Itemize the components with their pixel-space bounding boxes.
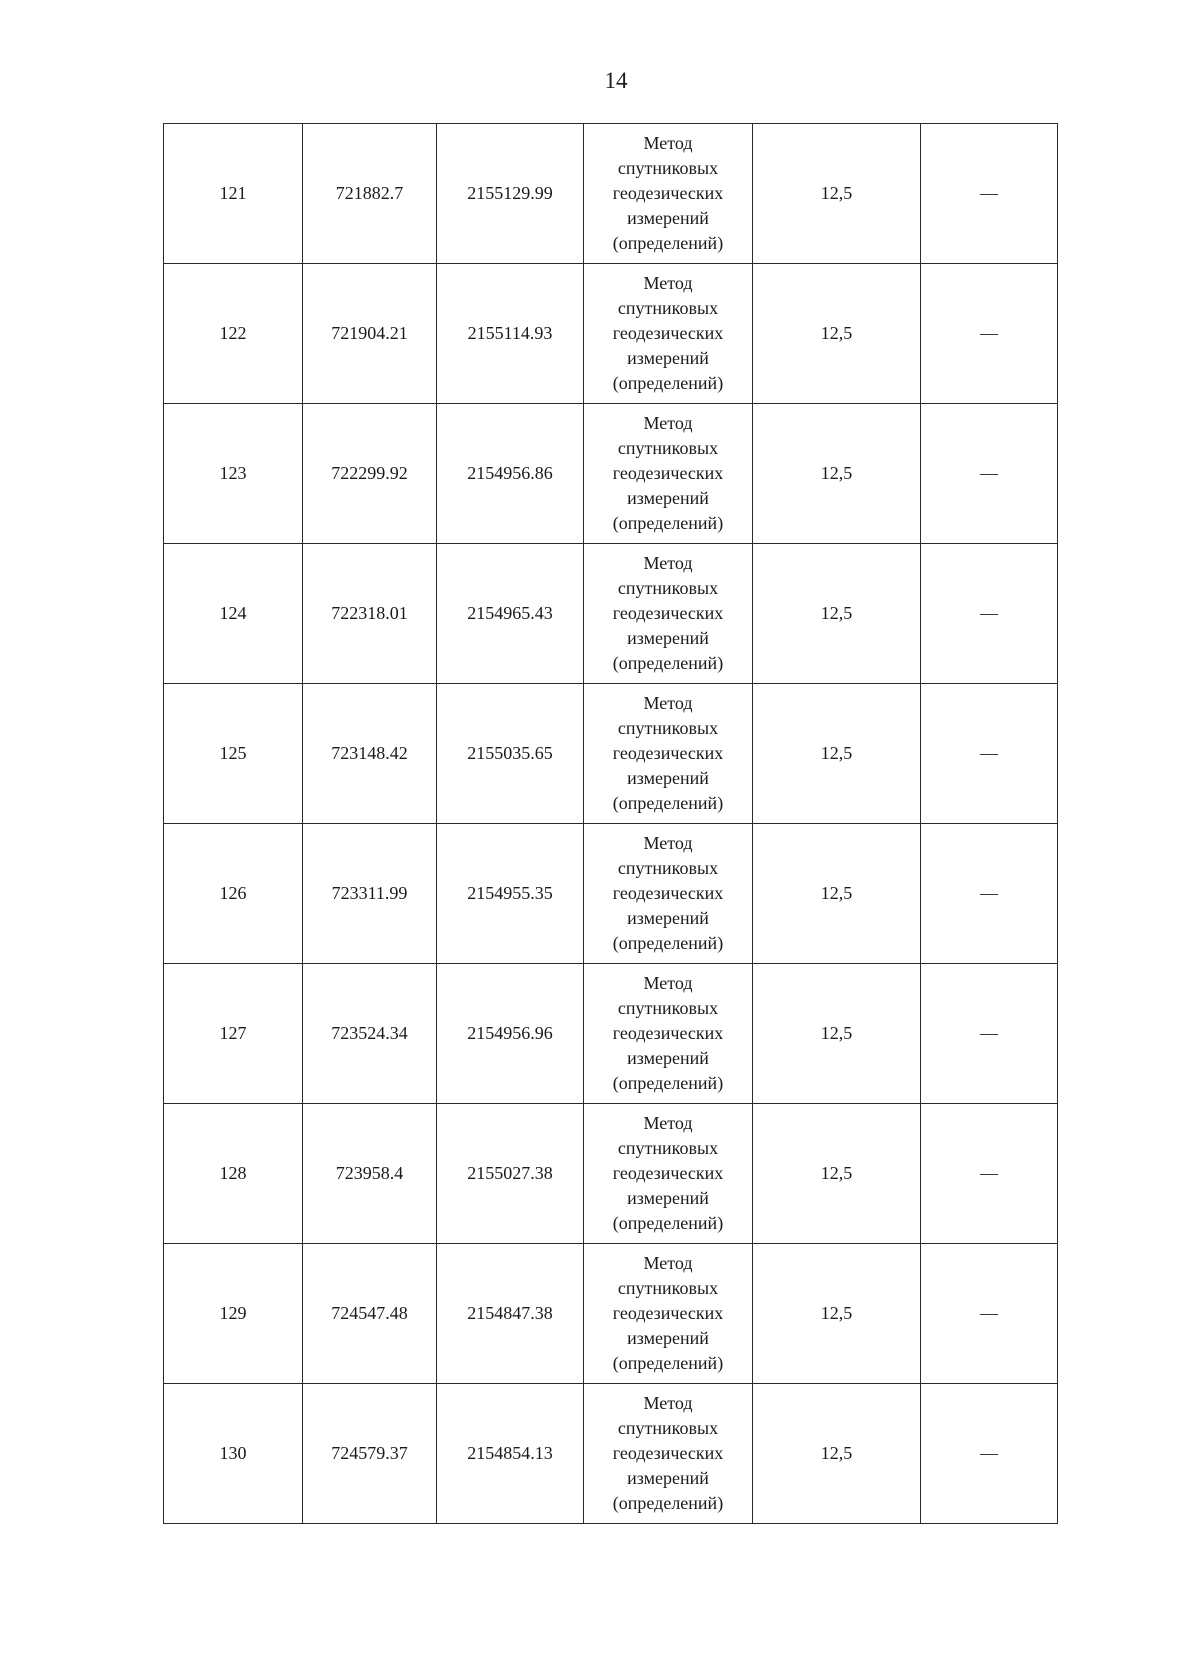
method-line: измерений xyxy=(627,1328,709,1348)
method-line: измерений xyxy=(627,348,709,368)
method-cell xyxy=(584,264,753,404)
method-line: (определений) xyxy=(612,373,724,393)
method-line: (определений) xyxy=(612,793,724,813)
method-line: спутниковых xyxy=(617,858,719,878)
method-line: геодезических xyxy=(612,603,724,623)
x-coordinate-cell: 721882.7 xyxy=(303,124,437,264)
point-number-cell: 124 xyxy=(164,544,303,684)
method-cell xyxy=(584,1104,753,1244)
coordinates-table xyxy=(163,123,1058,1524)
method-line: Метод xyxy=(643,973,693,993)
method-line: спутниковых xyxy=(617,998,719,1018)
y-coordinate-cell: 2154956.86 xyxy=(437,404,584,544)
y-coordinate-cell: 2154965.43 xyxy=(437,544,584,684)
method-line: геодезических xyxy=(612,1303,724,1323)
note-dash-cell: — xyxy=(921,684,1058,824)
method-line: геодезических xyxy=(612,1443,724,1463)
method-line: геодезических xyxy=(612,743,724,763)
method-line: измерений xyxy=(627,1048,709,1068)
accuracy-cell: 12,5 xyxy=(753,544,921,684)
method-line: геодезических xyxy=(612,1023,724,1043)
method-line: спутниковых xyxy=(617,298,719,318)
method-line: Метод xyxy=(643,693,693,713)
method-line: (определений) xyxy=(612,1213,724,1233)
table-row xyxy=(164,824,1058,964)
method-line: спутниковых xyxy=(617,1278,719,1298)
method-line: спутниковых xyxy=(617,718,719,738)
x-coordinate-cell: 721904.21 xyxy=(303,264,437,404)
point-number-cell: 122 xyxy=(164,264,303,404)
method-line: Метод xyxy=(643,553,693,573)
method-line: (определений) xyxy=(612,513,724,533)
method-line: спутниковых xyxy=(617,438,719,458)
method-line: (определений) xyxy=(612,1353,724,1373)
accuracy-cell: 12,5 xyxy=(753,1104,921,1244)
y-coordinate-cell: 2154847.38 xyxy=(437,1244,584,1384)
method-line: геодезических xyxy=(612,323,724,343)
accuracy-cell: 12,5 xyxy=(753,964,921,1104)
note-dash-cell: — xyxy=(921,1104,1058,1244)
accuracy-cell: 12,5 xyxy=(753,1244,921,1384)
x-coordinate-cell: 723311.99 xyxy=(303,824,437,964)
method-line: Метод xyxy=(643,1113,693,1133)
point-number-cell: 130 xyxy=(164,1384,303,1524)
method-cell xyxy=(584,964,753,1104)
point-number-cell: 127 xyxy=(164,964,303,1104)
method-line: спутниковых xyxy=(617,578,719,598)
method-cell xyxy=(584,404,753,544)
point-number-cell: 129 xyxy=(164,1244,303,1384)
y-coordinate-cell: 2155027.38 xyxy=(437,1104,584,1244)
y-coordinate-cell: 2154955.35 xyxy=(437,824,584,964)
method-line: Метод xyxy=(643,273,693,293)
table-body xyxy=(164,124,1058,1524)
x-coordinate-cell: 722318.01 xyxy=(303,544,437,684)
method-line: геодезических xyxy=(612,463,724,483)
method-line: Метод xyxy=(643,1253,693,1273)
note-dash-cell: — xyxy=(921,264,1058,404)
method-cell xyxy=(584,824,753,964)
note-dash-cell: — xyxy=(921,404,1058,544)
method-line: измерений xyxy=(627,1468,709,1488)
table-row xyxy=(164,1104,1058,1244)
note-dash-cell: — xyxy=(921,544,1058,684)
method-cell xyxy=(584,544,753,684)
table-row xyxy=(164,544,1058,684)
x-coordinate-cell: 722299.92 xyxy=(303,404,437,544)
method-line: спутниковых xyxy=(617,158,719,178)
method-line: (определений) xyxy=(612,233,724,253)
method-line: геодезических xyxy=(612,183,724,203)
table-row xyxy=(164,1384,1058,1524)
point-number-cell: 123 xyxy=(164,404,303,544)
method-line: измерений xyxy=(627,628,709,648)
y-coordinate-cell: 2155035.65 xyxy=(437,684,584,824)
method-cell xyxy=(584,1384,753,1524)
x-coordinate-cell: 724547.48 xyxy=(303,1244,437,1384)
point-number-cell: 125 xyxy=(164,684,303,824)
method-line: измерений xyxy=(627,1188,709,1208)
note-dash-cell: — xyxy=(921,964,1058,1104)
method-line: (определений) xyxy=(612,1493,724,1513)
x-coordinate-cell: 723524.34 xyxy=(303,964,437,1104)
y-coordinate-cell: 2154956.96 xyxy=(437,964,584,1104)
y-coordinate-cell: 2155114.93 xyxy=(437,264,584,404)
note-dash-cell: — xyxy=(921,124,1058,264)
point-number-cell: 121 xyxy=(164,124,303,264)
point-number-cell: 128 xyxy=(164,1104,303,1244)
method-line: измерений xyxy=(627,488,709,508)
point-number-cell: 126 xyxy=(164,824,303,964)
method-line: спутниковых xyxy=(617,1138,719,1158)
note-dash-cell: — xyxy=(921,1244,1058,1384)
accuracy-cell: 12,5 xyxy=(753,1384,921,1524)
method-line: Метод xyxy=(643,1393,693,1413)
method-line: (определений) xyxy=(612,933,724,953)
method-line: (определений) xyxy=(612,1073,724,1093)
table-row xyxy=(164,684,1058,824)
table-row xyxy=(164,1244,1058,1384)
table-row xyxy=(164,404,1058,544)
method-line: Метод xyxy=(643,413,693,433)
method-line: измерений xyxy=(627,908,709,928)
method-line: (определений) xyxy=(612,653,724,673)
accuracy-cell: 12,5 xyxy=(753,404,921,544)
accuracy-cell: 12,5 xyxy=(753,124,921,264)
method-cell xyxy=(584,124,753,264)
method-line: Метод xyxy=(643,833,693,853)
accuracy-cell: 12,5 xyxy=(753,684,921,824)
x-coordinate-cell: 723958.4 xyxy=(303,1104,437,1244)
x-coordinate-cell: 724579.37 xyxy=(303,1384,437,1524)
method-line: измерений xyxy=(627,768,709,788)
method-line: Метод xyxy=(643,133,693,153)
note-dash-cell: — xyxy=(921,1384,1058,1524)
method-cell xyxy=(584,1244,753,1384)
table-row xyxy=(164,124,1058,264)
method-cell xyxy=(584,684,753,824)
page-number: 14 xyxy=(604,68,628,93)
table-row xyxy=(164,264,1058,404)
x-coordinate-cell: 723148.42 xyxy=(303,684,437,824)
note-dash-cell: — xyxy=(921,824,1058,964)
accuracy-cell: 12,5 xyxy=(753,824,921,964)
table-row xyxy=(164,964,1058,1104)
y-coordinate-cell: 2154854.13 xyxy=(437,1384,584,1524)
method-line: геодезических xyxy=(612,1163,724,1183)
method-line: измерений xyxy=(627,208,709,228)
method-line: геодезических xyxy=(612,883,724,903)
method-line: спутниковых xyxy=(617,1418,719,1438)
accuracy-cell: 12,5 xyxy=(753,264,921,404)
y-coordinate-cell: 2155129.99 xyxy=(437,124,584,264)
